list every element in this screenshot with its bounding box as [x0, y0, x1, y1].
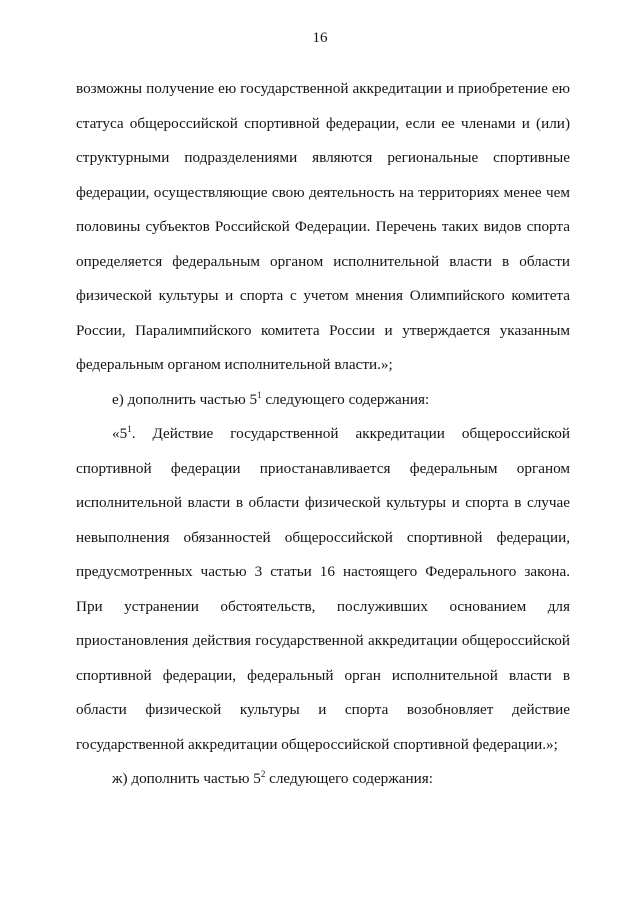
text-line: приостановления действия государственной аккредитации общероссийской	[76, 632, 570, 649]
page-number: 16	[312, 30, 328, 46]
text-line: федеральным органом исполнительной власти.»;	[76, 356, 393, 373]
text-line	[112, 425, 570, 443]
text-line: структурными подразделениями являются региональные спортивные	[76, 149, 570, 166]
text-line: невыполнения обязанностей общероссийской спортивной федерации,	[76, 528, 570, 546]
text-line: области физической культуры и спорта возобновляет действие	[76, 701, 570, 718]
text-line: возможны получение ею государственной аккредитации и приобретение ею	[76, 80, 570, 97]
text-line: При устранении обстоятельств, послуживших основанием для	[76, 597, 570, 615]
superscript: 2	[260, 769, 266, 779]
text-segment: следующего содержания:	[265, 770, 433, 787]
text-line: России, Паралимпийского комитета России и утверждается указанным	[76, 321, 570, 339]
text-segment: «5	[112, 425, 128, 442]
text-line: спортивной федерации приостанавливается федеральным органом	[76, 459, 570, 477]
text-segment: ж) дополнить частью 5	[112, 770, 261, 787]
text-line: спортивной федерации, федеральный орган исполнительной власти в	[76, 666, 570, 684]
text-segment: е) дополнить частью 5	[112, 390, 258, 408]
text-segment: следующего содержания:	[261, 390, 430, 408]
text-line: статуса общероссийской спортивной федерации, если ее членами и (или)	[76, 114, 570, 132]
text-line: определяется федеральным органом исполнительной власти в области	[76, 252, 570, 270]
superscript: 1	[257, 389, 262, 400]
text-line: половины субъектов Российской Федерации. Перечень таких видов спорта	[76, 218, 570, 235]
text-line: государственной аккредитации общероссийской спортивной федерации.»;	[76, 735, 558, 753]
superscript: 1	[127, 424, 132, 434]
text-line: предусмотренных частью 3 статьи 16 настоящего Федерального закона.	[76, 563, 570, 580]
text-line: физической культуры и спорта с учетом мнения Олимпийского комитета	[76, 287, 570, 304]
text-line	[112, 770, 570, 788]
text-segment: . Действие государственной аккредитации общероссийской	[131, 425, 570, 442]
text-line: исполнительной власти в области физической культуры и спорта в случае	[76, 494, 570, 511]
text-line: федерации, осуществляющие свою деятельность на территориях менее чем	[76, 183, 570, 201]
text-line	[112, 391, 570, 409]
